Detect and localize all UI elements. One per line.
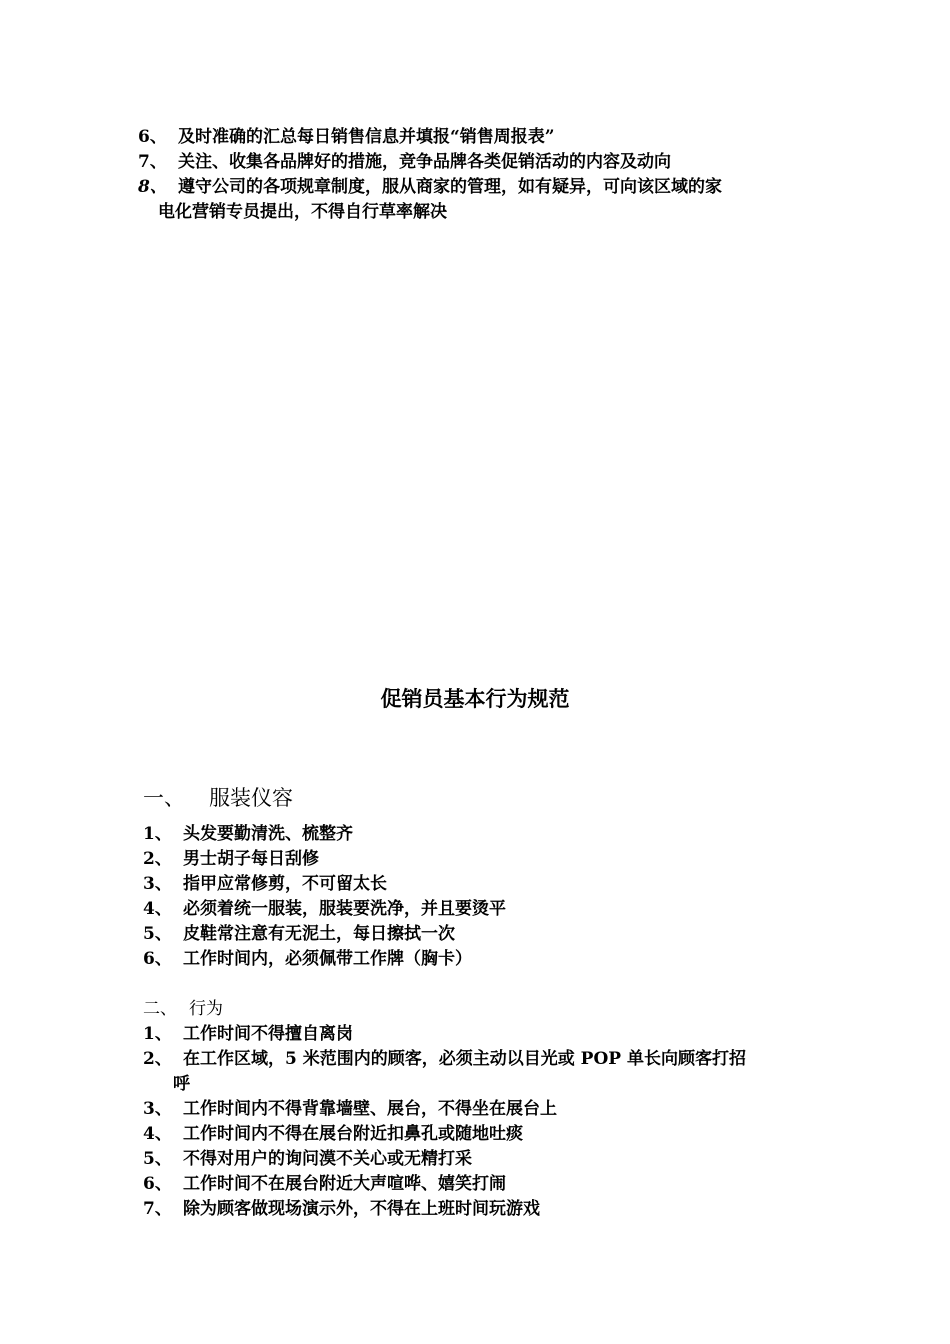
list-item-continuation: 电化营销专员提出，不得自行草率解决 xyxy=(158,202,447,222)
list-text: 必须着统一服装，服装要洗净，并且要烫平 xyxy=(183,899,506,919)
list-item xyxy=(143,948,472,970)
list-number: 4、 xyxy=(143,899,172,919)
section-title: 服装仪容 xyxy=(209,786,293,810)
list-text: 工作时间内不得背靠墙壁、展台，不得坐在展台上 xyxy=(183,1099,557,1119)
list-text: 工作时间内不得在展台附近扣鼻孔或随地吐痰 xyxy=(183,1124,523,1144)
section-title: 行为 xyxy=(189,999,223,1019)
section-number: 二、 xyxy=(143,999,177,1019)
list-text: 工作时间不在展台附近大声喧哗、嬉笑打闹 xyxy=(183,1174,506,1194)
list-number: 5、 xyxy=(143,1149,172,1169)
list-text: 皮鞋常注意有无泥土，每日擦拭一次 xyxy=(183,924,455,944)
list-number: 7、 xyxy=(143,1199,172,1219)
list-text: 关注、收集各品牌好的措施，竞争品牌各类促销活动的内容及动向 xyxy=(178,152,671,172)
section-heading xyxy=(143,998,223,1020)
list-text: 在工作区域，5 米范围内的顾客，必须主动以目光或 POP 单长向顾客打招 xyxy=(183,1049,746,1069)
list-number: 1、 xyxy=(143,824,172,844)
list-item-continuation: 呼 xyxy=(173,1074,190,1094)
section-heading xyxy=(143,785,293,811)
list-text: 及时准确的汇总每日销售信息并填报“销售周报表” xyxy=(178,127,555,147)
list-number: 6、 xyxy=(138,127,167,147)
list-number: 5、 xyxy=(143,924,172,944)
list-item xyxy=(138,151,671,173)
list-item xyxy=(138,126,555,148)
list-number: 6、 xyxy=(143,949,172,969)
list-item xyxy=(143,1198,540,1220)
list-item xyxy=(143,1023,353,1045)
list-item xyxy=(143,823,353,845)
list-item xyxy=(138,176,722,198)
list-item xyxy=(143,923,455,945)
list-text: 工作时间不得擅自离岗 xyxy=(183,1024,353,1044)
list-number: 3、 xyxy=(143,874,172,894)
list-text: 不得对用户的询问漠不关心或无精打采 xyxy=(183,1149,472,1169)
list-number: 3、 xyxy=(143,1099,172,1119)
list-item xyxy=(143,898,506,920)
list-number: 7、 xyxy=(138,152,167,172)
list-number: 2、 xyxy=(143,849,172,869)
list-item xyxy=(143,1048,746,1070)
list-item xyxy=(143,848,319,870)
page-title: 促销员基本行为规范 xyxy=(380,687,570,711)
list-text: 指甲应常修剪，不可留太长 xyxy=(183,874,387,894)
list-number: 4、 xyxy=(143,1124,172,1144)
section-number: 一、 xyxy=(143,786,185,810)
list-number: 1、 xyxy=(143,1024,172,1044)
list-number: 6、 xyxy=(143,1174,172,1194)
list-text: 男士胡子每日刮修 xyxy=(183,849,319,869)
list-text: 除为顾客做现场演示外，不得在上班时间玩游戏 xyxy=(183,1199,540,1219)
list-number: 8、 xyxy=(138,177,167,197)
list-text: 工作时间内，必须佩带工作牌（胸卡） xyxy=(183,949,472,969)
list-item xyxy=(143,1148,472,1170)
list-item xyxy=(143,1123,523,1145)
list-item xyxy=(143,1173,506,1195)
list-item xyxy=(143,873,387,895)
list-text: 遵守公司的各项规章制度，服从商家的管理，如有疑异，可向该区域的家 xyxy=(178,177,722,197)
list-number: 2、 xyxy=(143,1049,172,1069)
list-text: 头发要勤清洗、梳整齐 xyxy=(183,824,353,844)
list-item xyxy=(143,1098,557,1120)
